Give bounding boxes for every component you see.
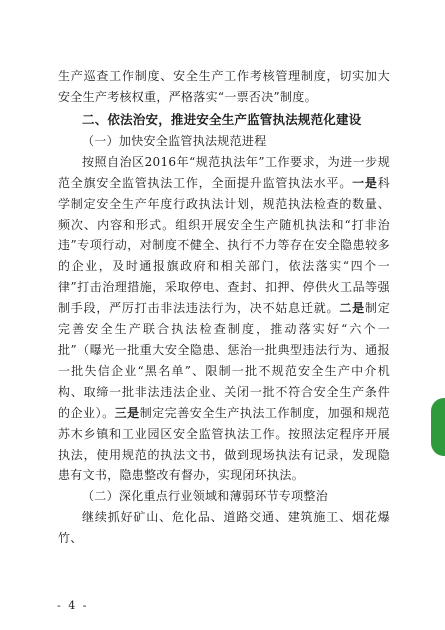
- document-body: [58, 66, 390, 549]
- paragraph-text: 制定完善安全生产执法工作制度，加强和规范苏木乡镇和工业园区安全监管执法工作。按照法定程序开展执法，使用规范的执法文书，做到现场执法有记录，发现隐患有文书，隐患整改有督办，实现闭环执法。: [58, 405, 390, 483]
- paragraph-text: 制定完善安全生产联合执法检查制度，推动落实好“六个一批”（曝光一批重大安全隐患、惩治一批典型违法行为、通报一批失信企业“黑名单”、限制一批不规范安全生产中介机构、取缔一批非法违法企业、关闭一批不符合安全生产条件的企业）。: [58, 301, 390, 420]
- subsection-heading-1: （一）加快安全监管执法规范进程: [82, 133, 267, 148]
- bold-marker-second: 二是: [339, 301, 365, 316]
- paragraph-rectification: 继续抓好矿山、危化品、道路交通、建筑施工、烟花爆竹、: [58, 510, 390, 546]
- paragraph-text: 按照自治区2016年“规范执法年”工作要求，为进一步规范全旗安全监管执法工作，全面提升监管执法水平。: [58, 154, 390, 190]
- bold-marker-first: 一是: [352, 175, 378, 190]
- paragraph-continuation: 生产巡查工作制度、安全生产工作考核管理制度，切实加大安全生产考核权重，严格落实“一票否决”制度。: [58, 69, 390, 104]
- page-number: - 4 -: [57, 599, 89, 612]
- subsection-heading-2: （二）深化重点行业领域和薄弱环节专项整治: [82, 489, 329, 504]
- side-tab-marker: [431, 398, 445, 456]
- bold-marker-third: 三是: [114, 405, 140, 420]
- paragraph-enforcement: [58, 152, 390, 487]
- section-heading-2: 二、依法治安，推进安全生产监管执法规范化建设: [82, 111, 362, 127]
- paragraph-text: 科学制定安全生产年度行政执法计划，规范执法检查的数量、频次、内容和形式。组织开展安全生产随机执法和“打非治违”专项行动，对制度不健全、执行不力等存在安全隐患较多的企业，及时通报旗政府和相关部门，依法落实“四个一律”打击治理措施，采取停电、查封、扣押、停供火工品等强制手段，严厉打击非法违法行为，决不姑息迁就。: [58, 175, 390, 316]
